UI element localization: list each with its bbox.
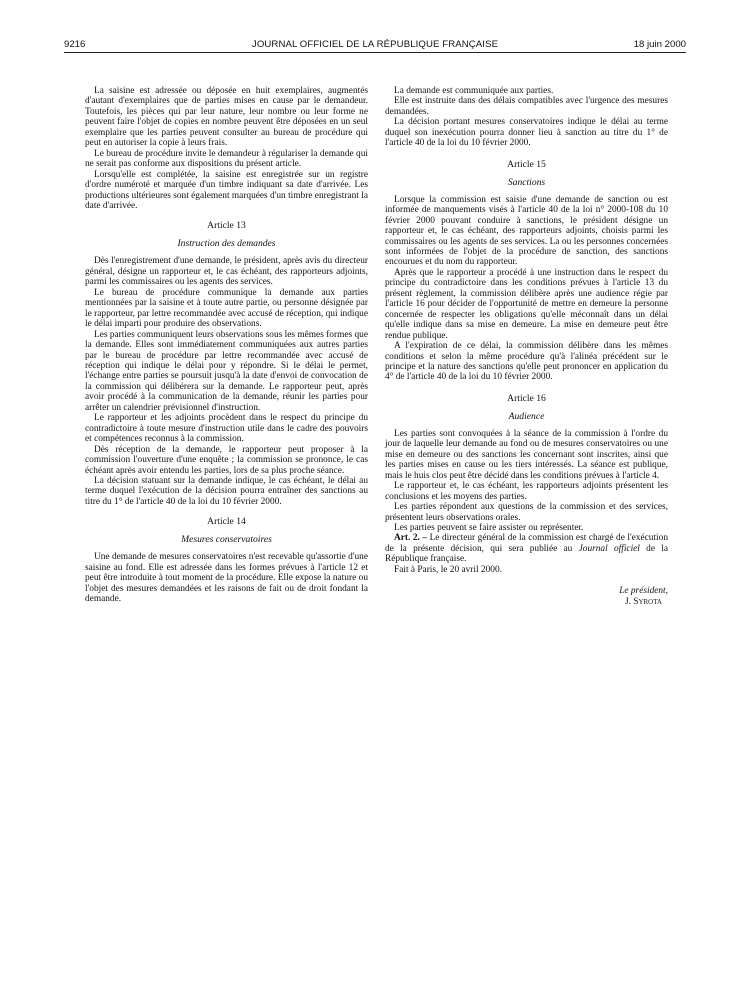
journal-officiel-reference: Journal officiel [578, 543, 640, 554]
page-header [64, 38, 686, 53]
paragraph: Dès réception de la demande, le rapporteur peut proposer à la commission l'ouverture d'une enquête ; la commission se prononce, le cas échéant après avoir entendu les parties, lors de sa plus proche séance. [85, 444, 368, 476]
paragraph: Après que le rapporteur a procédé à une instruction dans le respect du principe du contradictoire dans les conditions prévues à l'article 13 du présent règlement, la commission délibère après une audience régie par l'article 16 pour décider de l'opportunité de mettre en demeure la personne concernée de respecter les obligations qu'elle méconnaît dans un délai qu'elle indique dans sa mise en demeure. La mise en demeure peut être rendue publique. [385, 267, 668, 341]
paragraph: Les parties communiquent leurs observations sous les mêmes formes que la demande. Elles sont immédiatement communiquées aux autres parties par le bureau de procédure par lettre recommandée avec accusé de réception qui indique le délai pour y répondre. Si le délai le permet, l'échange entre parties se poursuit jusqu'à la date d'envoi de convocation de la commission qui délibérera sur la demande. Le rapporteur peut, après avoir procédé à la communication de la demande, réunir les parties pour arrêter un calendrier prévisionnel d'instruction. [85, 329, 368, 413]
paragraph: Le bureau de procédure invite le demandeur à régulariser la demande qui ne serait pas conforme aux dispositions du présent article. [85, 148, 368, 170]
place-date-line: Fait à Paris, le 20 avril 2000. [394, 564, 502, 575]
article-15-heading: Article 15 [507, 158, 546, 170]
paragraph: La demande est communiquée aux parties. [394, 86, 554, 96]
paragraph: Les parties sont convoquées à la séance de la commission à l'ordre du jour de laquelle leur demande au fond ou de mesures conservatoires ou une mise en demeure ou des sanctions les concernant sont inscrites, ainsi que les parties mises en cause ou les tiers intéressés. La séance est publique, mais le huis clos peut être décidé dans les conditions prévues à l'article 4. [385, 428, 668, 481]
article-2-label: Art. 2. – [394, 533, 428, 544]
article-2-text: Le directeur général de la commission est chargé de l'exécution de la présente décision, qui sera publiée au [385, 533, 668, 554]
article-2-text-end: de la République française. [385, 543, 669, 565]
paragraph: La décision statuant sur la demande indique, le cas échéant, le délai au terme duquel l'exécution de la décision pourra entraîner des sanctions au titre du 1° de l'article 40 de la loi du 10 février 2000. [85, 475, 368, 507]
article-2-paragraph [385, 533, 668, 564]
article-14-heading: Article 14 [207, 516, 246, 528]
paragraph: Elle est instruite dans des délais compatibles avec l'urgence des mesures demandées. [385, 96, 668, 117]
article-15-subtitle: Sanctions [507, 176, 546, 188]
article-16-subtitle: Audience [508, 410, 545, 422]
page-number: 9216 [64, 39, 86, 50]
paragraph: Les parties répondent aux questions de la commission et des services, présentent leurs observations orales. [385, 502, 668, 523]
issue-date: 18 juin 2000 [633, 39, 686, 50]
paragraph: La saisine est adressée ou déposée en huit exemplaires, augmentés d'autant d'exemplaires que de parties mises en cause par le demandeur. Toutefois, les pièces qui par leur nature, leur nombre ou leur forme ne peuvent faire l'objet de copies en nombre peuvent être déposées en un seul exemplaire que les parties peuvent consulter au bureau de procédure qui peut en autoriser la copie à leurs frais. [85, 86, 368, 149]
right-column [385, 86, 668, 608]
article-13-heading: Article 13 [207, 220, 246, 232]
paragraph: Lorsque la commission est saisie d'une demande de sanction ou est informée de manquements visés à l'article 40 de la loi n° 2000-108 du 10 février 2000 pouvant conduire à sanctions, le président désigne un rapporteur et, le cas échéant, des rapporteurs adjoints, choisis parmi les commissaires ou les agents de ses services. La ou les personnes concernées sont informées de l'objet de la procédure de sanction, des sanctions encourues et du nom du rapporteur. [385, 194, 668, 268]
paragraph: Dès l'enregistrement d'une demande, le président, après avis du directeur général, désigne un rapporteur et, le cas échéant, des rapporteurs adjoints, parmi les commissaires ou les agents des services. [85, 256, 368, 288]
paragraph: A l'expiration de ce délai, la commission délibère dans les mêmes conditions et selon la même procédure qu'à l'alinéa précédent sur le principe et la nature des sanctions qu'elle peut prononcer en application du 4° de l'article 40 de la loi du 10 février 2000. [385, 341, 668, 383]
paragraph: Le rapporteur et, le cas échéant, les rapporteurs adjoints présentent les conclusions et les moyens des parties. [385, 481, 668, 502]
article-13-subtitle: Instruction des demandes [177, 238, 276, 250]
journal-title: JOURNAL OFFICIEL DE LA RÉPUBLIQUE FRANÇAISE [251, 39, 499, 50]
paragraph: La décision portant mesures conservatoires indique le délai au terme duquel son inexécution pourra donner lieu à sanction au titre du 1° de l'article 40 de la loi du 10 février 2000. [385, 117, 668, 149]
paragraph: Lorsqu'elle est complétée, la saisine est enregistrée sur un registre d'ordre numéroté et marquée d'un timbre indiquant sa date d'arrivée. Les productions ultérieures sont également marquées d'un timbre enregistrant la date d'arrivée. [85, 169, 368, 211]
article-14-subtitle: Mesures conservatoires [181, 534, 272, 546]
left-column [85, 86, 368, 605]
paragraph: Le bureau de procédure communique la demande aux parties mentionnées par la saisine et à toute autre partie, ou personne désignée par le rapporteur, par lettre recommandée avec accusé de réception, qui indique le délai imparti pour produire des observations. [85, 287, 368, 330]
signature-role: Le président, [619, 586, 668, 597]
article-16-heading: Article 16 [507, 392, 546, 404]
paragraph: Une demande de mesures conservatoires n'est recevable qu'assortie d'une saisine au fond. Elle est adressée dans les formes prévues à l'article 12 et peut être introduite à tout moment de la procédure. Elle expose la nature ou l'objet des mesures demandées et les raisons de fait ou de droit fondant la demande. [85, 552, 368, 605]
signature-name: J. Syrota [624, 597, 662, 608]
paragraph: Le rapporteur et les adjoints procèdent dans le respect du principe du contradictoire à toute mesure d'instruction utile dans le cadre des pouvoirs et compétences reconnus à la commission. [85, 413, 368, 445]
paragraph: Les parties peuvent se faire assister ou représenter. [394, 522, 584, 533]
